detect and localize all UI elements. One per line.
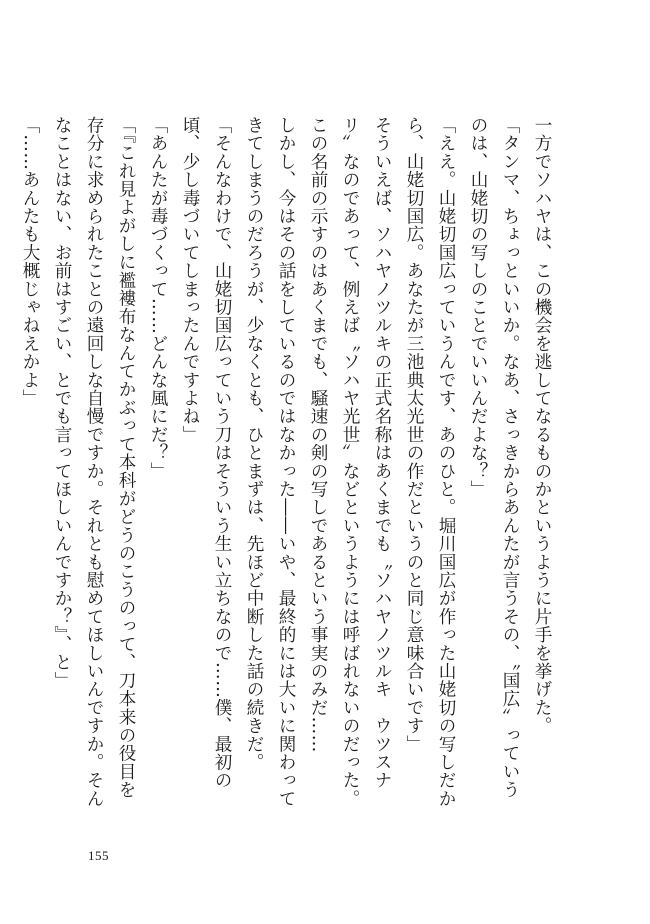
paragraph: 一方でソハヤは、この機会を逃してなるものかというように片手を挙げた。 [532,116,552,735]
paragraph: 「『これ見よがしに襤褸布なんてかぶって本科がどうのこうのって、刀本来の役目を存分に求められたことの遠回しな自慢ですか。それとも慰めてほしいんですか。そんなことはない、お前はすごい、とでも言ってほしいんですか？』、と」 [52,116,136,808]
novel-text-body [20,116,558,811]
paragraph: しかし、今はその話をしているのではなかった――いや、最終的には大いに関わってきてしまうのだろうが、少なくとも、ひとまずは、先ほど中断した話の続きだ。 [244,116,296,808]
paragraph: 「ええ。山姥切国広っていうんです、あのひと。堀川国広が作った山姥切の写しだから、山姥切国広。あなたが三池典太光世の作だというのと同じ意味合いです」 [404,116,456,808]
page-number: 155 [88,848,109,863]
paragraph: そういえば、ソハヤノツルキの正式名称はあくまでも〝ソハヤノツルキ ウツスナリ〟なのであって、例えば〝ソハヤ光世〟などというようには呼ばれないのだった。この名前の示すのはあくまでも、騒速の剣の写しであるという事実のみだ…… [308,116,392,808]
paragraph: 「あんたが毒づくって……どんな風にだ？」 [148,116,168,480]
paragraph: 「タンマ、ちょっといいか。なあ、さっきからあんたが言うその、〝国広〟っていうのは、山姥切の写しのことでいいんだよな？」 [468,116,520,799]
paragraph: 「……あんたも大概じゃねえかよ」 [20,116,40,408]
paragraph: 「そんなわけで、山姥切国広っていう刀はそういう生い立ちなので……僕、最初の頃、少し毒づいてしまったんですよね」 [180,116,232,790]
